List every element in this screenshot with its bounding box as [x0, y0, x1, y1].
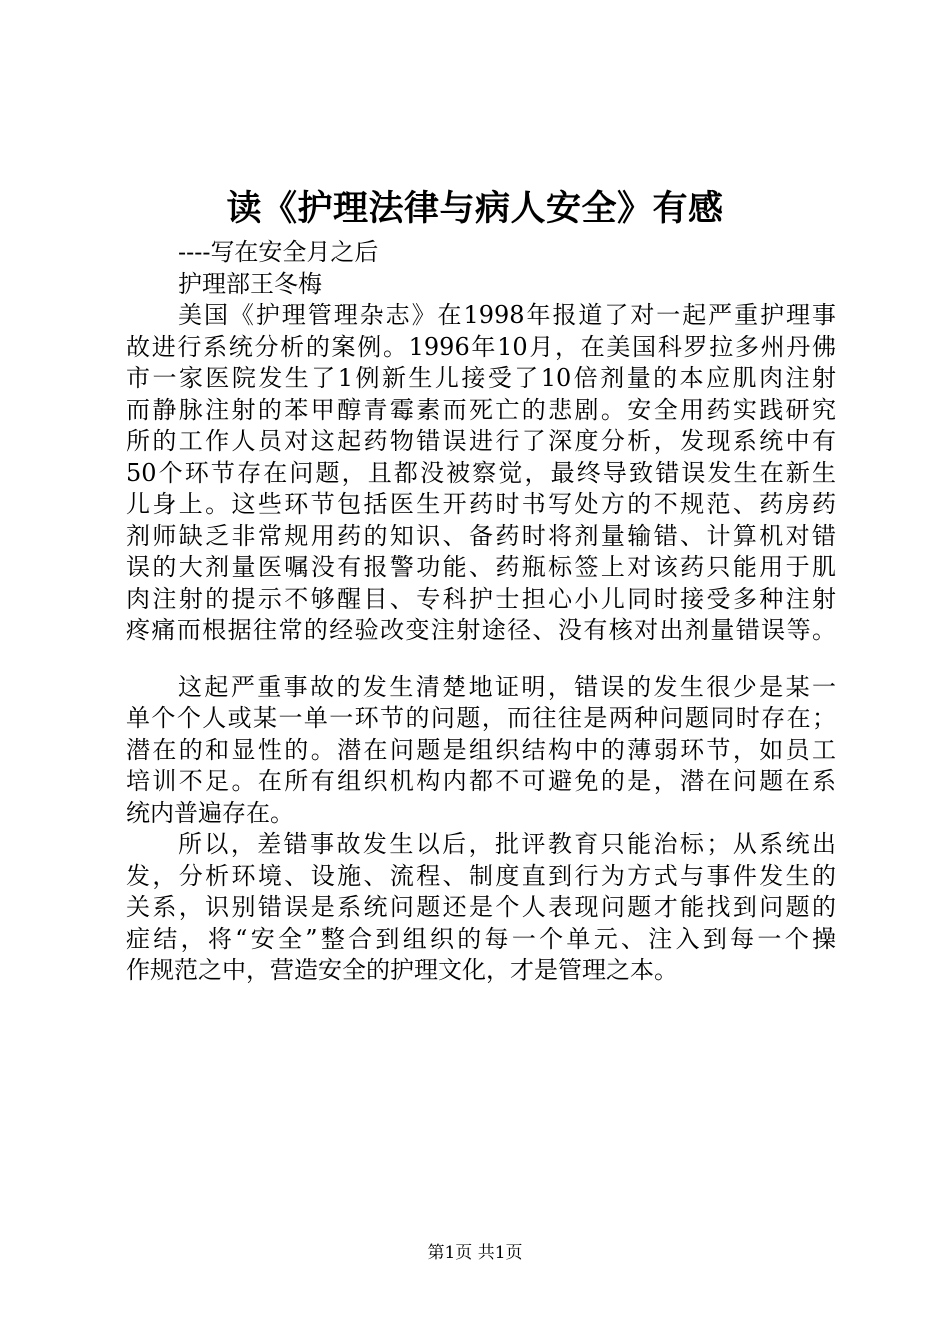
document-body — [126, 237, 836, 987]
paragraph-line: 剂师缺乏非常规用药的知识、备药时将剂量输错、计算机对错 — [126, 521, 836, 550]
paragraph-line: 单个个人或某一单一环节的问题，而往往是两种问题同时存在； — [126, 704, 836, 732]
paragraph-line: 肉注射的提示不够醒目、专科护士担心小儿同时接受多种注射 — [126, 584, 836, 613]
paragraph-line: 统内普遍存在。 — [126, 798, 294, 827]
paragraph-line: 这起严重事故的发生清楚地证明，错误的发生很少是某一 — [178, 672, 836, 701]
paragraph-line: 儿身上。这些环节包括医生开药时书写处方的不规范、药房药 — [126, 490, 836, 518]
document-subtitle: ----写在安全月之后 — [178, 238, 379, 266]
paragraph-line: 所的工作人员对这起药物错误进行了深度分析，发现系统中有 — [126, 427, 836, 455]
paragraph-line: 所以，差错事故发生以后，批评教育只能治标；从系统出 — [178, 830, 836, 858]
paragraph-line: 发，分析环境、设施、流程、制度直到行为方式与事件发生的 — [126, 861, 836, 890]
paragraph-2 — [126, 672, 836, 830]
paragraph-line: 而静脉注射的苯甲醇青霉素而死亡的悲剧。安全用药实践研究 — [126, 395, 836, 424]
paragraph-3 — [126, 829, 836, 987]
paragraph-line: 培训不足。在所有组织机构内都不可避免的是，潜在问题在系 — [126, 767, 836, 795]
paragraph-line: 关系，识别错误是系统问题还是个人表现问题才能找到问题的 — [126, 893, 836, 921]
paragraph-gap — [126, 647, 836, 672]
paragraph-line: 潜在的和显性的。潜在问题是组织结构中的薄弱环节，如员工 — [126, 735, 836, 764]
paragraph-line: 症结，将“安全”整合到组织的每一个单元、注入到每一个操 — [126, 924, 836, 953]
paragraph-line: 50个环节存在问题，且都没被察觉，最终导致错误发生在新生 — [126, 458, 836, 487]
page-number-footer: 第1页 共1页 — [427, 1243, 523, 1263]
paragraph-line: 作规范之中，营造安全的护理文化，才是管理之本。 — [126, 956, 678, 984]
paragraph-line: 故进行系统分析的案例。1996年10月，在美国科罗拉多州丹佛 — [126, 332, 836, 361]
paragraph-line: 市一家医院发生了1例新生儿接受了10倍剂量的本应肌肉注射 — [126, 364, 836, 392]
paragraph-1 — [126, 300, 836, 647]
paragraph-line: 误的大剂量医嘱没有报警功能、药瓶标签上对该药只能用于肌 — [126, 553, 836, 581]
paragraph-line: 美国《护理管理杂志》在1998年报道了对一起严重护理事 — [178, 301, 836, 329]
document-title: 读《护理法律与病人安全》有感 — [226, 188, 724, 229]
document-author: 护理部王冬梅 — [178, 269, 322, 298]
paragraph-line: 疼痛而根据往常的经验改变注射途径、没有核对出剂量错误等。 — [126, 616, 836, 644]
